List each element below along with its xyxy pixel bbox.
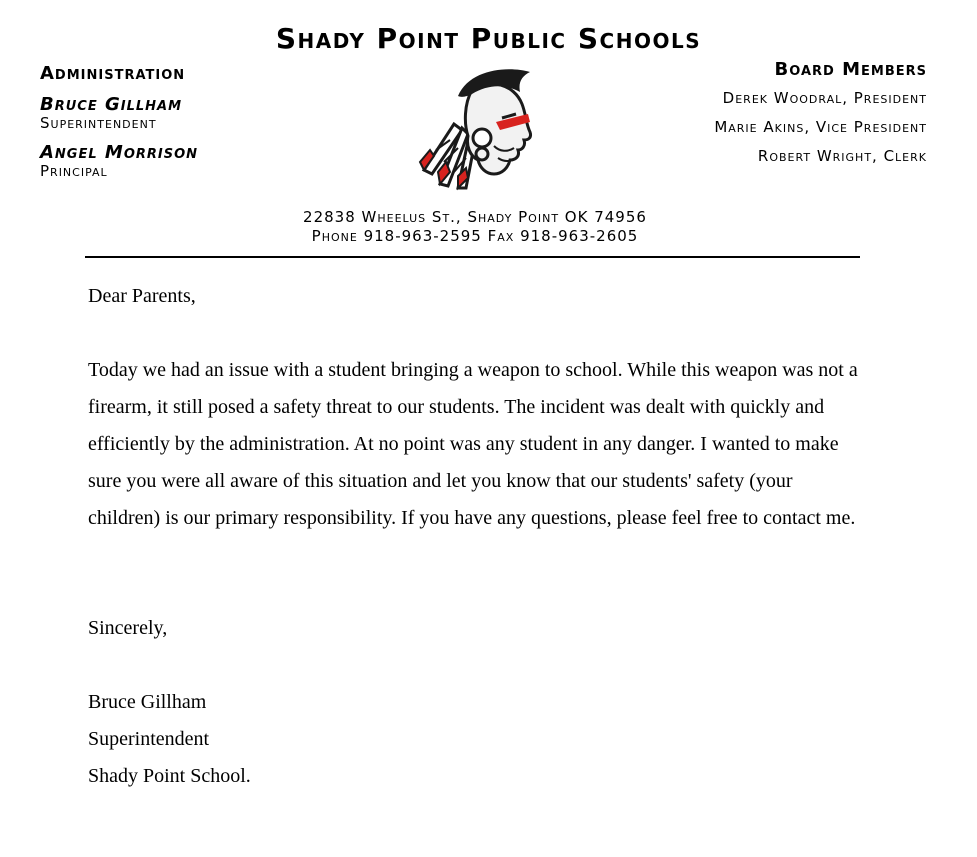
letter-body-paragraph: Today we had an issue with a student bringing a weapon to school. While this weapon was not a firearm, it still posed a safety threat to our students. The incident was dealt with quickly and efficiently by the administration. At no point was any student in any danger. I wanted to make sure you were all aware of this situation and let you know that our students' safety (your children) is our primary responsibility. If you have any questions, please feel free to contact me. (88, 359, 858, 529)
letter-closing: Sincerely, (88, 617, 168, 639)
phone-fax: Phone 918-963-2595 Fax 918-963-2605 (311, 227, 639, 245)
superintendent-role: Superintendent (40, 114, 157, 132)
street-address: 22838 Wheelus St., Shady Point OK 74956 (303, 208, 647, 226)
school-title: Shady Point Public Schools (275, 22, 702, 55)
board-members-heading: Board Members (774, 59, 927, 80)
signature-name: Bruce Gillham (88, 691, 207, 713)
board-member-president: Derek Woodral, President (722, 89, 927, 107)
board-member-clerk: Robert Wright, Clerk (757, 147, 927, 165)
principal-role: Principal (40, 162, 108, 180)
warrior-head-logo-icon (410, 62, 540, 192)
letterhead-divider (85, 256, 860, 258)
signature-title: Superintendent (88, 728, 210, 750)
superintendent-name: Bruce Gillham (40, 94, 183, 115)
administration-block (40, 64, 300, 191)
board-members-block (607, 60, 927, 177)
contact-block (0, 208, 950, 246)
letter-salutation: Dear Parents, (88, 285, 196, 307)
board-member-vice-president: Marie Akins, Vice President (714, 118, 927, 136)
signature-school: Shady Point School. (88, 765, 251, 787)
signature-block (88, 684, 868, 795)
principal-name: Angel Morrison (40, 142, 199, 163)
administration-heading: Administration (40, 63, 186, 84)
